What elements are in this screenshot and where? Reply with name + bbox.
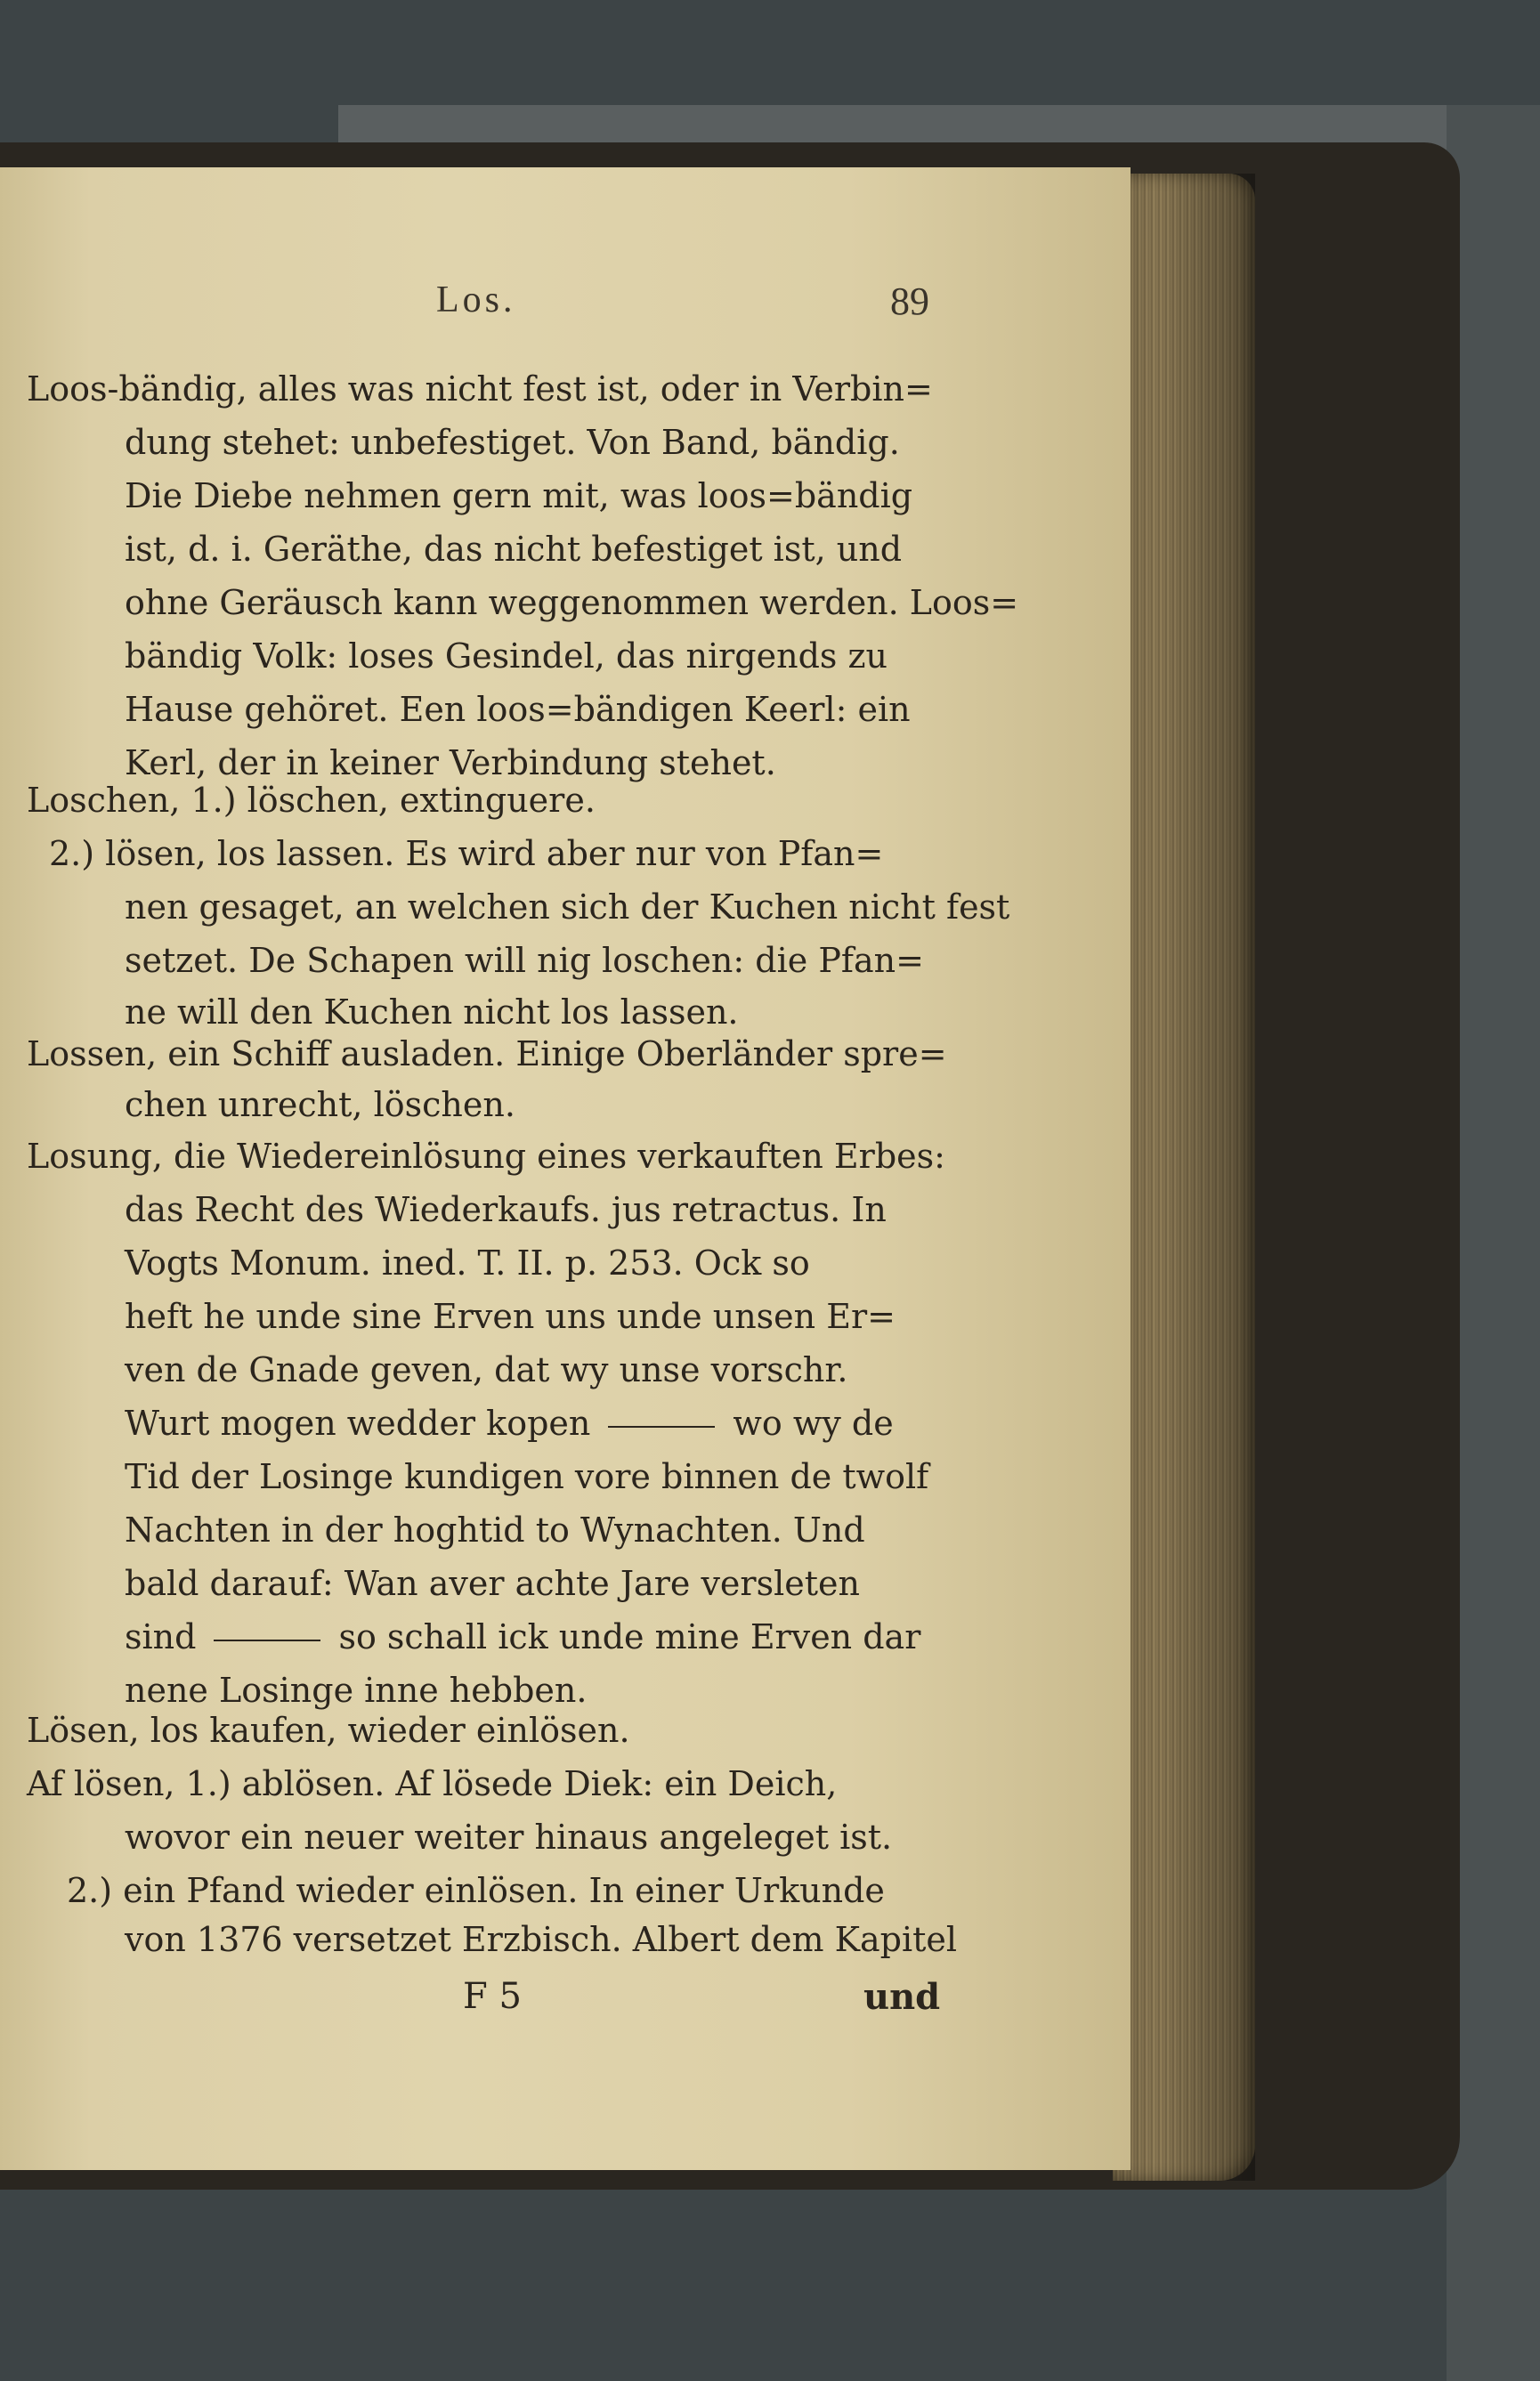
text-segment: so schall ick unde mine Erven dar xyxy=(338,1617,921,1656)
text-line: Losung, die Wiedereinlösung eines verkauften Erbes: xyxy=(27,1137,945,1176)
text-line: Lösen, los kaufen, wieder einlösen. xyxy=(27,1711,630,1750)
text-line: ist, d. i. Geräthe, das nicht befestiget ist, und xyxy=(125,530,903,569)
text-segment: Wurt mogen wedder kopen xyxy=(125,1404,591,1443)
text-line: Kerl, der in keiner Verbindung stehet. xyxy=(125,743,776,782)
text-line: Nachten in der hoghtid to Wynachten. Und xyxy=(125,1510,865,1550)
text-line: Lossen, ein Schiff ausladen. Einige Oberländer spre= xyxy=(27,1034,947,1073)
text-line: dung stehet: unbefestiget. Von Band, bändig. xyxy=(125,423,900,462)
text-line: heft he unde sine Erven uns unde unsen Er= xyxy=(125,1297,896,1336)
text-line: bändig Volk: loses Gesindel, das nirgends zu xyxy=(125,636,888,676)
text-line: ohne Geräusch kann weggenommen werden. Loos= xyxy=(125,583,1019,622)
text-line: wovor ein neuer weiter hinaus angeleget ist. xyxy=(125,1818,893,1857)
background-panel-right xyxy=(1447,105,1540,2381)
text-line: Loschen, 1.) löschen, extinguere. xyxy=(27,781,596,820)
running-title: Los. xyxy=(436,279,516,320)
text-line: setzet. De Schapen will nig loschen: die Pfan= xyxy=(125,941,924,980)
text-line: ven de Gnade geven, dat wy unse vorschr. xyxy=(125,1350,848,1389)
running-head xyxy=(0,279,1131,332)
text-line: Tid der Losinge kundigen vore binnen de twolf xyxy=(125,1457,929,1496)
text-line: Loos-bändig, alles was nicht fest ist, oder in Verbin= xyxy=(27,369,933,409)
text-line: chen unrecht, löschen. xyxy=(125,1085,515,1124)
text-line: Die Diebe nehmen gern mit, was loos=bändig xyxy=(125,476,913,515)
text-line xyxy=(125,1404,894,1443)
text-line: 2.) ein Pfand wieder einlösen. In einer Urkunde xyxy=(67,1871,885,1910)
text-line xyxy=(125,1617,921,1656)
page-edges xyxy=(1113,174,1255,2181)
text-line: Vogts Monum. ined. T. II. p. 253. Ock so xyxy=(125,1243,810,1283)
text-line: das Recht des Wiederkaufs. jus retractus. In xyxy=(125,1190,887,1229)
text-line: nene Losinge inne hebben. xyxy=(125,1671,588,1710)
catchword: und xyxy=(863,1976,941,2018)
text-line: von 1376 versetzet Erzbisch. Albert dem Kapitel xyxy=(125,1920,958,1959)
dash-rule xyxy=(214,1640,320,1641)
page-number: 89 xyxy=(890,279,929,323)
text-line: nen gesaget, an welchen sich der Kuchen nicht fest xyxy=(125,887,1010,927)
text-line: bald darauf: Wan aver achte Jare versleten xyxy=(125,1564,860,1603)
text-segment: sind xyxy=(125,1617,197,1656)
dash-rule xyxy=(608,1426,715,1428)
signature-mark: F 5 xyxy=(463,1976,522,2017)
text-line: ne will den Kuchen nicht los lassen. xyxy=(125,992,739,1032)
text-line: Hause gehöret. Een loos=bändigen Keerl: ein xyxy=(125,690,911,729)
text-line: Af lösen, 1.) ablösen. Af lösede Diek: ein Deich, xyxy=(27,1764,838,1803)
text-line: 2.) lösen, los lassen. Es wird aber nur von Pfan= xyxy=(49,834,884,873)
text-segment: wo wy de xyxy=(733,1404,894,1443)
